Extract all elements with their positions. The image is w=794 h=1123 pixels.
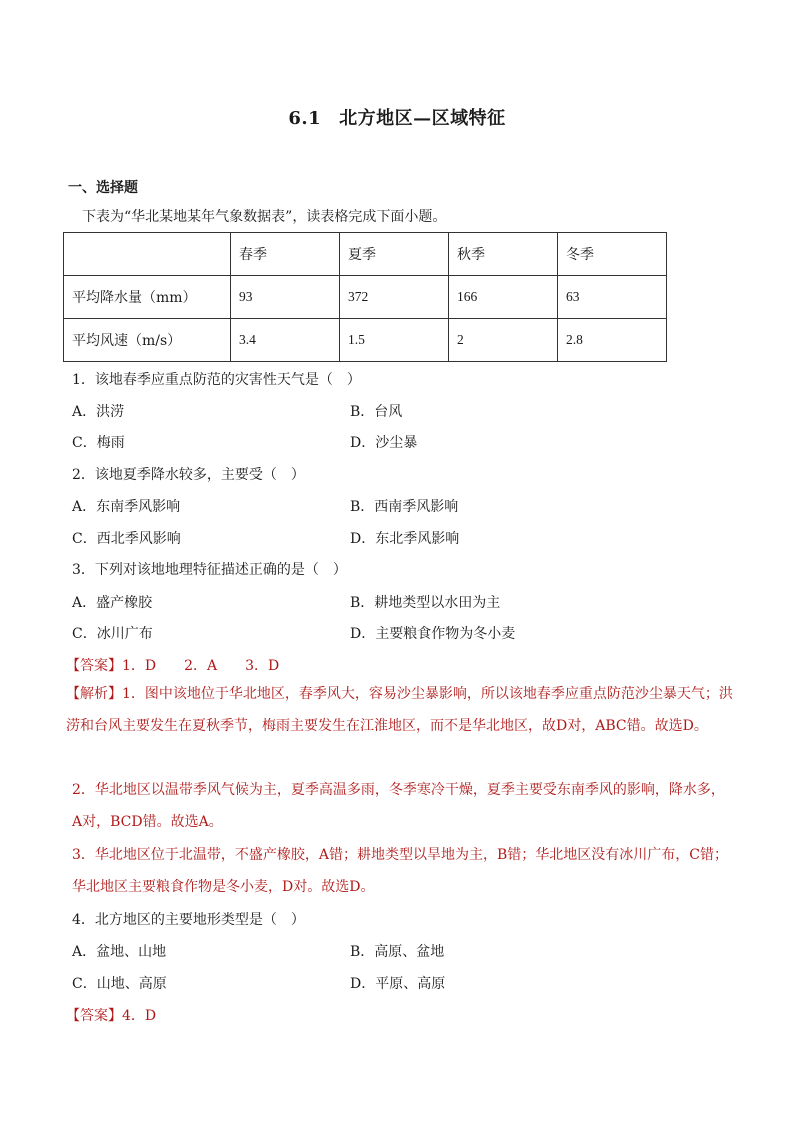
question-4-option-c: C．山地、高原 [72, 976, 167, 992]
question-2-option-d: D．东北季风影响 [350, 531, 460, 547]
answer-line-4 [66, 1005, 156, 1025]
table-cell: 372 [340, 276, 449, 319]
table-row-label: 平均风速（m/s） [64, 319, 231, 362]
question-1-option-a: A．洪涝 [72, 404, 125, 420]
question-1-option-d: D．沙尘暴 [350, 435, 418, 451]
table-header-cell: 春季 [231, 233, 340, 276]
title-text: 北方地区—区域特征 [339, 108, 506, 129]
question-1-stem: 1．该地春季应重点防范的灾害性天气是（ ） [72, 372, 361, 388]
table-row [64, 276, 667, 319]
page-title [0, 104, 794, 130]
table-header-cell: 秋季 [449, 233, 558, 276]
question-1-option-b: B．台风 [350, 404, 403, 420]
weather-table [63, 232, 667, 362]
question-2-option-c: C．西北季风影响 [72, 531, 181, 547]
table-header-cell: 冬季 [558, 233, 667, 276]
answer-tag: 【答案】 [66, 658, 122, 674]
table-cell: 63 [558, 276, 667, 319]
table-cell: 93 [231, 276, 340, 319]
intro-text: 下表为“华北某地某年气象数据表”，读表格完成下面小题。 [82, 209, 447, 225]
table-header-cell [64, 233, 231, 276]
question-3-option-a: A．盛产橡胶 [72, 595, 153, 611]
question-3-option-c: C．冰川广布 [72, 626, 153, 642]
table-cell: 166 [449, 276, 558, 319]
question-3-option-d: D．主要粮食作物为冬小麦 [350, 626, 516, 642]
analysis-paragraph-1 [66, 679, 736, 742]
table-row-label: 平均降水量（mm） [64, 276, 231, 319]
section-heading: 一、选择题 [68, 180, 138, 196]
table-cell: 1.5 [340, 319, 449, 362]
answer-tag: 【答案】 [66, 1008, 122, 1024]
question-2-stem: 2．该地夏季降水较多，主要受（ ） [72, 467, 305, 483]
analysis-text-1: 1．图中该地位于华北地区，春季风大，容易沙尘暴影响，所以该地春季应重点防范沙尘暴天气；洪涝和台风主要发生在夏秋季节，梅雨主要发生在江淮地区，而不是华北地区，故D对，ABC错。故选D。 [66, 686, 733, 734]
table-row [64, 319, 667, 362]
question-4-stem: 4．北方地区的主要地形类型是（ ） [72, 912, 305, 928]
analysis-paragraph-2: 2．华北地区以温带季风气候为主，夏季高温多雨，冬季寒冷干燥，夏季主要受东南季风的影响，降水多，A对，BCD错。故选A。 [72, 782, 725, 830]
question-4-option-d: D．平原、高原 [350, 976, 446, 992]
question-3-stem: 3．下列对该地地理特征描述正确的是（ ） [72, 562, 347, 578]
table-header-row [64, 233, 667, 276]
answer-value: 4．D [122, 1008, 157, 1024]
question-4-option-b: B．高原、盆地 [350, 944, 445, 960]
question-2-option-a: A．东南季风影响 [72, 499, 181, 515]
table-header-cell: 夏季 [340, 233, 449, 276]
table-cell: 3.4 [231, 319, 340, 362]
question-1-option-c: C．梅雨 [72, 435, 125, 451]
table-cell: 2 [449, 319, 558, 362]
analysis-tag: 【解析】 [66, 686, 122, 702]
question-3-option-b: B．耕地类型以水田为主 [350, 595, 501, 611]
table-cell: 2.8 [558, 319, 667, 362]
question-4-option-a: A．盆地、山地 [72, 944, 167, 960]
answer-values: 1．D 2．A 3．D [122, 658, 280, 674]
answer-line-1-3 [66, 655, 279, 675]
question-2-option-b: B．西南季风影响 [350, 499, 459, 515]
title-number: 6.1 [288, 108, 322, 129]
analysis-paragraph-3: 3．华北地区位于北温带，不盛产橡胶，A错；耕地类型以旱地为主，B错；华北地区没有冰川广布，C错；华北地区主要粮食作物是冬小麦，D对。故选D。 [72, 847, 729, 895]
